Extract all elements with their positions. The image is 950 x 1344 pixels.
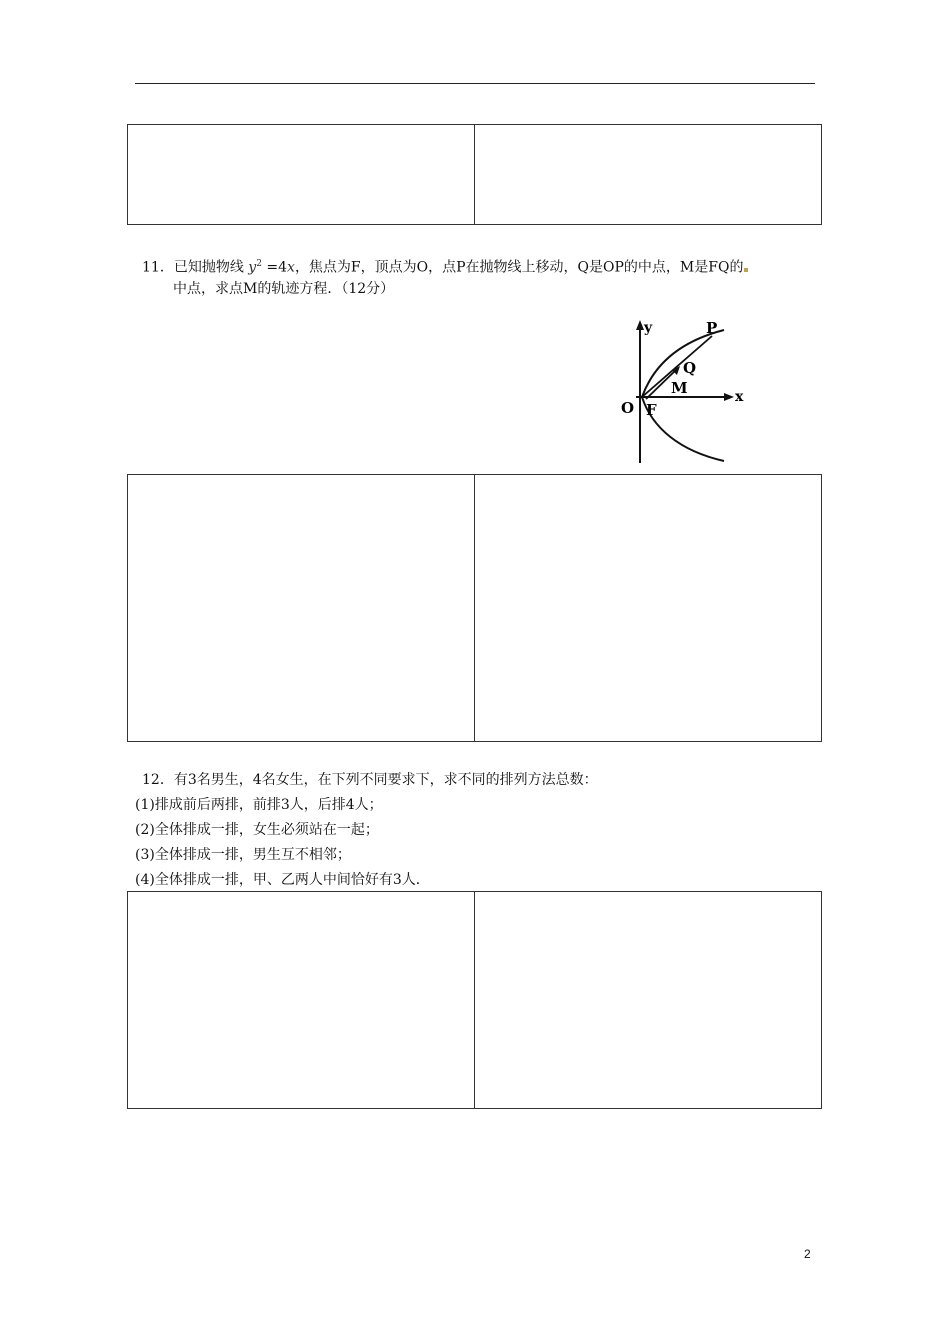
label-q: Q — [683, 359, 697, 377]
label-y: y — [644, 320, 653, 336]
label-o: O — [621, 399, 635, 417]
label-x: x — [735, 389, 744, 405]
question-12-item-3: (3)全体排成一排，男生互不相邻； — [135, 847, 351, 863]
question-11-pre: 已知抛物线 — [173, 259, 249, 276]
answer-cell-left[interactable] — [128, 892, 474, 1108]
x-axis-arrow — [724, 393, 734, 401]
answer-cell-left[interactable] — [128, 475, 474, 741]
y-axis-arrow — [636, 320, 644, 330]
answer-box-top — [127, 124, 822, 225]
label-f: F — [646, 401, 657, 419]
question-11-line1 — [142, 254, 748, 278]
equation-exponent: 2 — [256, 259, 262, 269]
answer-cell-right[interactable] — [474, 125, 821, 224]
answer-box-bottom — [127, 891, 822, 1109]
label-m: M — [671, 379, 688, 397]
question-12-line1: 12．有3名男生，4名女生，在下列不同要求下，求不同的排列方法总数： — [142, 772, 598, 788]
answer-cell-right[interactable] — [474, 892, 821, 1108]
highlight-dot — [744, 268, 748, 272]
equation-rhs: =4 — [261, 259, 288, 276]
parabola-figure — [600, 316, 760, 466]
equation-variable-x: x — [287, 259, 295, 276]
answer-cell-right[interactable] — [474, 475, 821, 741]
question-11-text: ，焦点为F，顶点为O，点P在抛物线上移动，Q是OP的中点，M是FQ的 — [294, 259, 744, 276]
answer-cell-left[interactable] — [128, 125, 474, 224]
question-11-number: 11． — [142, 259, 174, 276]
equation-variable-y: y — [248, 259, 257, 276]
question-12-item-2: (2)全体排成一排，女生必须站在一起； — [135, 822, 379, 838]
label-p: P — [706, 319, 718, 337]
question-12-item-4: (4)全体排成一排，甲、乙两人中间恰好有3人． — [135, 872, 430, 888]
question-12-item-1: (1)排成前后两排，前排3人，后排4人； — [135, 797, 383, 813]
question-11-line2: 中点，求点M的轨迹方程．（12分） — [173, 281, 395, 297]
header-rule — [135, 83, 815, 84]
answer-box-middle — [127, 474, 822, 742]
page-number: 2 — [804, 1247, 811, 1261]
